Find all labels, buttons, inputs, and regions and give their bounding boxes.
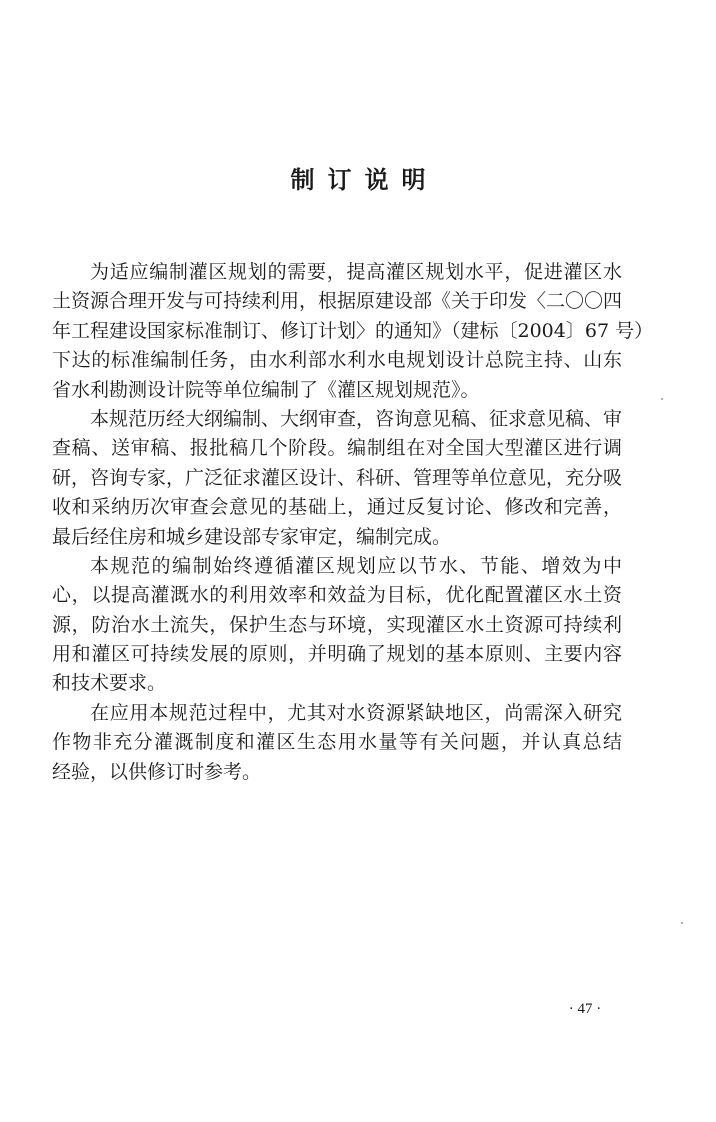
page-title: 制订说明 xyxy=(290,166,439,194)
paragraph xyxy=(52,405,622,552)
text-line: 省水利勘测设计院等单位编制了《灌区规划规范》。 xyxy=(52,378,480,401)
paragraph xyxy=(52,258,654,405)
text-line: 下达的标准编制任务，由水利部水利水电规划设计总院主持、山东 xyxy=(52,349,622,372)
scan-speck xyxy=(661,398,663,400)
text-line: 为适应编制灌区规划的需要，提高灌区规划水平，促进灌区水 xyxy=(90,261,622,283)
text-line: 收和采纳历次审查会意见的基础上，通过反复讨论、修改和完善， xyxy=(52,496,622,519)
body-text xyxy=(52,258,654,787)
text-line: 查稿、送审稿、报批稿几个阶段。编制组在对全国大型灌区进行调 xyxy=(52,437,622,460)
text-line: 用和灌区可持续发展的原则，并明确了规划的基本原则、主要内容 xyxy=(52,643,622,666)
page-number: · 47 · xyxy=(568,1001,602,1017)
text-line: 年工程建设国家标准制订、修订计划〉的通知》（建标〔2004〕67 号） xyxy=(52,319,654,342)
text-line: 心，以提高灌溉水的利用效率和效益为目标，优化配置灌区水土资 xyxy=(52,584,622,607)
scan-speck xyxy=(681,922,683,924)
text-line: 作物非充分灌溉制度和灌区生态用水量等有关问题，并认真总结 xyxy=(52,731,622,754)
text-line: 在应用本规范过程中，尤其对水资源紧缺地区，尚需深入研究 xyxy=(90,701,622,724)
text-line: 研，咨询专家，广泛征求灌区设计、科研、管理等单位意见，充分吸 xyxy=(52,466,623,489)
text-line: 源，防治水土流失，保护生态与环境，实现灌区水土资源可持续利 xyxy=(52,613,622,636)
paragraph xyxy=(52,699,622,787)
text-line: 本规范历经大纲编制、大纲审查，咨询意见稿、征求意见稿、审 xyxy=(90,407,623,430)
paragraph xyxy=(52,552,622,699)
text-line: 和技术要求。 xyxy=(52,672,167,695)
text-line: 本规范的编制始终遵循灌区规划应以节水、节能、增效为中 xyxy=(90,554,622,577)
text-line: 经验，以供修订时参考。 xyxy=(52,760,262,783)
text-line: 土资源合理开发与可持续利用，根据原建设部《关于印发〈二〇〇四 xyxy=(52,290,623,313)
text-line: 最后经住房和城乡建设部专家审定，编制完成。 xyxy=(52,525,452,548)
